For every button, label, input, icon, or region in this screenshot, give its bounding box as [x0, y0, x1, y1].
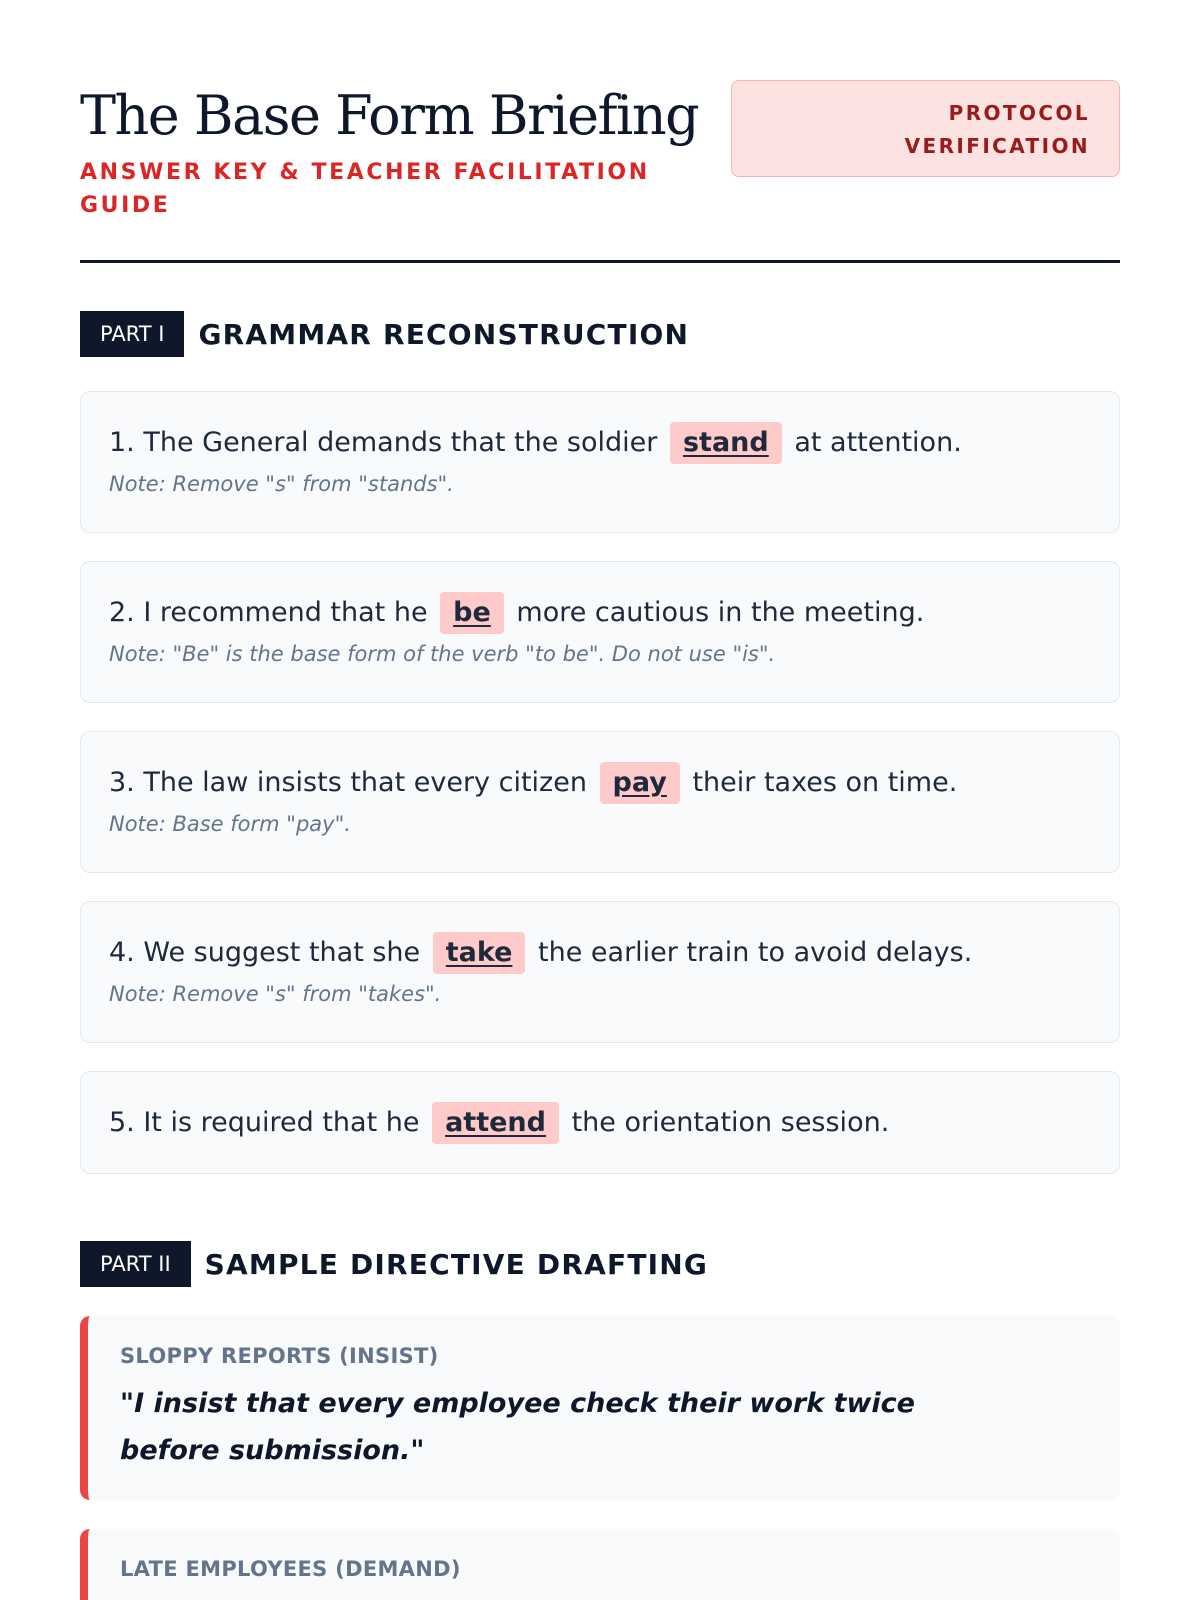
- question-text-before: 3. The law insists that every citizen: [109, 767, 587, 798]
- directive-label: LATE EMPLOYEES (DEMAND): [120, 1557, 461, 1581]
- question-note: Note: Remove "s" from "stands".: [109, 472, 454, 496]
- question-sentence: [109, 422, 962, 464]
- question-text-after: at attention.: [794, 427, 962, 458]
- part2-title: SAMPLE DIRECTIVE DRAFTING: [204, 1247, 709, 1281]
- question-card-1: [80, 391, 1120, 533]
- question-card-4: [80, 901, 1120, 1043]
- question-text-after: more cautious in the meeting.: [516, 597, 925, 628]
- directive-card-1: [80, 1316, 1120, 1500]
- question-text-after: the orientation session.: [571, 1107, 890, 1138]
- page-subtitle: ANSWER KEY & TEACHER FACILITATION GUIDE: [80, 160, 650, 218]
- protocol-badge: PROTOCOL VERIFICATION: [731, 80, 1120, 177]
- directive-quote: "I insist that every employee check their work twice before submission.": [120, 1388, 915, 1466]
- directive-card-2: [80, 1529, 1120, 1600]
- answer-highlight: pay: [600, 762, 680, 804]
- question-note: Note: "Be" is the base form of the verb "to be". Do not use "is".: [109, 642, 776, 666]
- question-sentence: [109, 1102, 889, 1144]
- question-text-after: the earlier train to avoid delays.: [538, 937, 973, 968]
- answer-highlight: attend: [432, 1102, 559, 1144]
- question-sentence: [109, 762, 957, 804]
- part1-header: [80, 311, 689, 357]
- directive-label: SLOPPY REPORTS (INSIST): [120, 1344, 439, 1368]
- question-text-after: their taxes on time.: [692, 767, 958, 798]
- part2-header: [80, 1241, 708, 1287]
- question-note: Note: Base form "pay".: [109, 812, 351, 836]
- question-card-3: [80, 731, 1120, 873]
- question-text-before: 2. I recommend that he: [109, 597, 428, 628]
- page-header: [80, 80, 1120, 263]
- answer-highlight: take: [433, 932, 526, 974]
- part1-tag: PART I: [80, 311, 184, 357]
- question-sentence: [109, 592, 924, 634]
- part2-tag: PART II: [80, 1241, 191, 1287]
- answer-highlight: be: [440, 592, 504, 634]
- question-card-5: [80, 1071, 1120, 1174]
- question-card-2: [80, 561, 1120, 703]
- question-text-before: 5. It is required that he: [109, 1107, 420, 1138]
- question-text-before: 4. We suggest that she: [109, 937, 421, 968]
- question-note: Note: Remove "s" from "takes".: [109, 982, 442, 1006]
- question-text-before: 1. The General demands that the soldier: [109, 427, 658, 458]
- page-title: The Base Form Briefing: [80, 84, 699, 147]
- answer-highlight: stand: [670, 422, 782, 464]
- question-sentence: [109, 932, 972, 974]
- part1-title: GRAMMAR RECONSTRUCTION: [198, 317, 690, 351]
